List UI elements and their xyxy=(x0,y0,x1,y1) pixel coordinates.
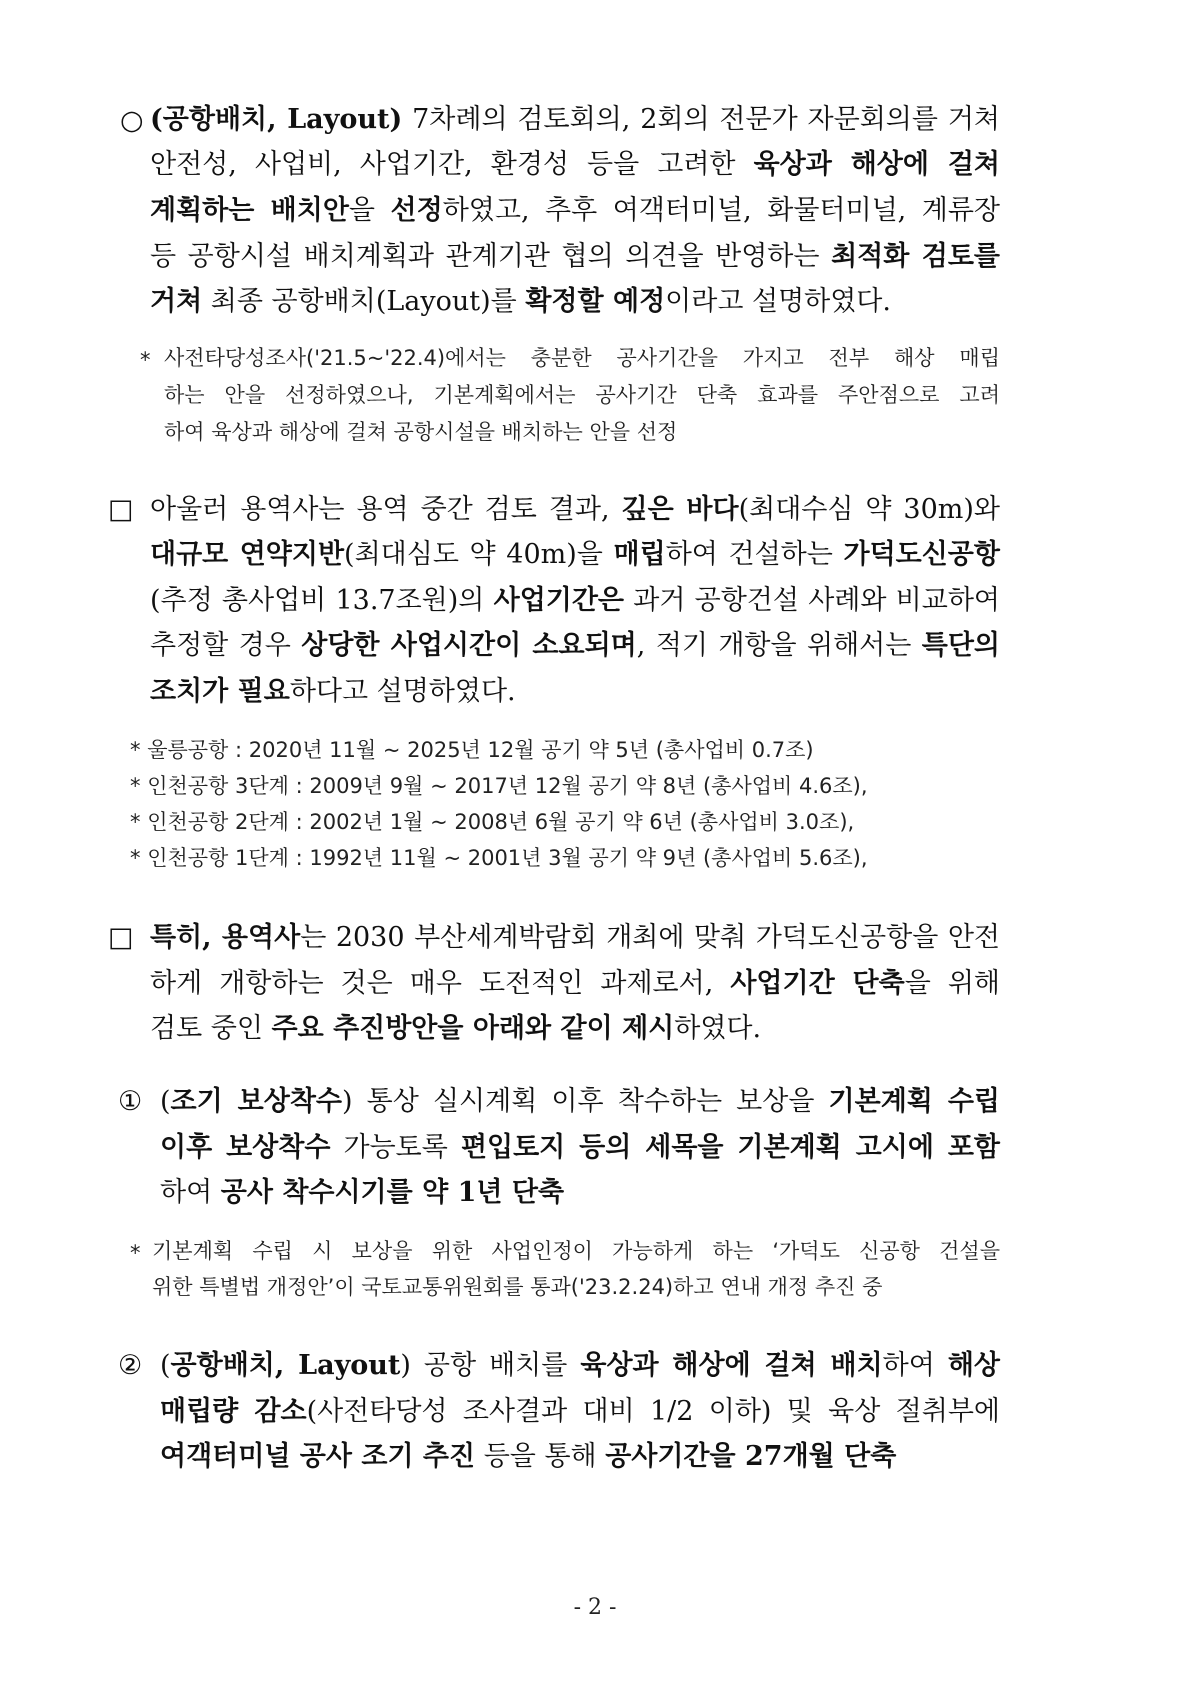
text-span: 인천공항 3단계 : 2009년 9월 ~ 2017년 12월 공기 약 8년 (총사업비 4.6조), xyxy=(147,774,868,798)
text-span: 을 xyxy=(348,195,391,226)
asterisk-bullet: * xyxy=(130,1241,141,1265)
text-span: 최종 공항배치(Layout)를 xyxy=(202,286,526,317)
text-span: 하였다. xyxy=(674,1013,762,1044)
bold-text: 이후 보상착수 xyxy=(160,1132,331,1163)
text-span: (최대심도 약 40m)을 xyxy=(344,539,614,570)
text-span: 인천공항 1단계 : 1992년 11월 ~ 2001년 3월 공기 약 9년 (총사업비 5.6조), xyxy=(147,846,868,870)
case-line xyxy=(130,735,814,766)
bold-text: 선정 xyxy=(390,195,443,226)
text-line xyxy=(160,1173,564,1213)
note-line xyxy=(152,1272,882,1303)
text-span: 인천공항 2단계 : 2002년 1월 ~ 2008년 6월 공기 약 6년 (총사업비 3.0조), xyxy=(147,810,855,834)
circled-one-bullet: ① xyxy=(118,1086,143,1117)
bold-text: 대규모 연약지반 xyxy=(150,539,345,570)
text-span: 아울러 용역사는 용역 중간 검토 결과, xyxy=(150,494,622,525)
note-line xyxy=(164,343,1000,374)
text-span: 검토 중인 xyxy=(150,1013,272,1044)
text-span: 는 2030 부산세계박람회 개최에 맞춰 가덕도신공항을 안전 xyxy=(300,922,1000,953)
text-line xyxy=(160,1128,1000,1168)
bold-text: 공사기간을 27개월 단축 xyxy=(605,1441,897,1472)
bold-text: 가덕도신공항 xyxy=(843,539,1000,570)
asterisk-bullet: * xyxy=(130,738,148,762)
text-span: 위한 특별법 개정안’이 국토교통위원회를 통과('23.2.24)하고 연내 개정 추진 중 xyxy=(152,1275,883,1299)
text-span: 등을 통해 xyxy=(475,1441,606,1472)
text-line xyxy=(150,490,1000,530)
text-span: 하다고 설명하였다. xyxy=(289,676,516,707)
text-span: 사전타당성조사('21.5~'22.4)에서는 충분한 공사기간을 가지고 전부 해상 매립 xyxy=(164,346,1000,370)
text-span: 이라고 설명하였다. xyxy=(665,286,891,317)
text-span: (사전타당성 조사결과 대비 1/2 이하) 및 육상 절취부에 xyxy=(306,1396,1000,1427)
bold-text: 특히, 용역사 xyxy=(150,922,301,953)
text-line xyxy=(150,100,1000,140)
text-span: ) 공항 배치를 xyxy=(400,1350,581,1381)
text-span: , 적기 개항을 위해서는 xyxy=(636,630,922,661)
asterisk-bullet: * xyxy=(140,348,151,372)
bold-text: 조치가 필요 xyxy=(150,676,290,707)
bold-text: 조기 보상착수 xyxy=(170,1086,342,1117)
text-span: 안전성, 사업비, 사업기간, 환경성 등을 고려한 xyxy=(150,149,754,180)
asterisk-bullet: * xyxy=(130,774,148,798)
square-bullet: □ xyxy=(108,922,134,953)
text-span: 하여 건설하는 xyxy=(665,539,844,570)
bold-text: 매립 xyxy=(613,539,666,570)
bold-text: 매립량 감소 xyxy=(160,1396,307,1427)
text-span: 가능토록 xyxy=(330,1132,461,1163)
text-span: 과거 공항건설 사례와 비교하여 xyxy=(624,585,1000,616)
text-span: 7차례의 검토회의, 2회의 전문가 자문회의를 거쳐 xyxy=(402,104,1000,135)
text-span: 하여 xyxy=(882,1350,948,1381)
text-line xyxy=(160,1392,1000,1432)
text-line xyxy=(150,918,1000,958)
text-span: 하여 육상과 해상에 걸쳐 공항시설을 배치하는 안을 선정 xyxy=(164,420,678,444)
bold-text: 사업기간은 xyxy=(493,585,625,616)
text-span: ) 통상 실시계획 이후 착수하는 보상을 xyxy=(342,1086,829,1117)
bold-text: 거쳐 xyxy=(150,286,203,317)
bold-text: 육상과 해상에 걸쳐 배치 xyxy=(580,1350,883,1381)
bold-text: 여객터미널 공사 조기 추진 xyxy=(160,1441,476,1472)
text-line xyxy=(150,145,1000,185)
note-line xyxy=(164,417,677,448)
bold-text: 편입토지 등의 세목을 기본계획 고시에 포함 xyxy=(460,1132,1000,1163)
text-span: (최대수심 약 30m)와 xyxy=(738,494,1000,525)
bold-text: 기본계획 수립 xyxy=(828,1086,1000,1117)
text-line xyxy=(150,535,1000,575)
case-line xyxy=(130,807,854,838)
text-line xyxy=(150,237,1000,277)
text-line xyxy=(150,672,516,712)
text-span: 하여 xyxy=(160,1177,221,1208)
text-line xyxy=(150,1009,761,1049)
note-line xyxy=(152,1236,1000,1267)
bold-text: 사업기간 단축 xyxy=(730,968,905,999)
text-span: (추정 총사업비 13.7조원)의 xyxy=(150,585,494,616)
case-line xyxy=(130,771,868,802)
circled-two-bullet: ② xyxy=(118,1350,143,1381)
text-span: 기본계획 수립 시 보상을 위한 사업인정이 가능하게 하는 ‘가덕도 신공항 건설을 xyxy=(152,1239,1000,1263)
bold-text: 최적화 검토를 xyxy=(831,241,1000,272)
text-span: 추정할 경우 xyxy=(150,630,302,661)
text-span: 을 위해 xyxy=(904,968,1000,999)
text-line xyxy=(160,1437,896,1477)
bold-text: 계획하는 배치안 xyxy=(150,195,349,226)
bold-text: 주요 추진방안을 아래와 같이 제시 xyxy=(271,1013,675,1044)
page-number: - 2 - xyxy=(573,1595,617,1620)
case-line xyxy=(130,843,868,874)
text-span: 울릉공항 : 2020년 11월 ~ 2025년 12월 공기 약 5년 (총사업비 0.7조) xyxy=(147,738,814,762)
bold-text: 확정할 예정 xyxy=(525,286,666,317)
text-span: ( xyxy=(160,1086,171,1117)
bold-text: 깊은 바다 xyxy=(621,494,739,525)
asterisk-bullet: * xyxy=(130,810,148,834)
bold-text: 육상과 해상에 걸쳐 xyxy=(753,149,1000,180)
bold-text: 공항배치, Layout xyxy=(170,1350,401,1381)
asterisk-bullet: * xyxy=(130,846,148,870)
bold-text: (공항배치, Layout) xyxy=(150,104,403,135)
text-line xyxy=(150,581,1000,621)
text-span: 하였고, 추후 여객터미널, 화물터미널, 계류장 xyxy=(442,195,1000,226)
text-line xyxy=(150,282,891,322)
bold-text: 상당한 사업시간이 소요되며 xyxy=(301,630,637,661)
square-bullet: □ xyxy=(108,494,134,525)
text-span: ( xyxy=(160,1350,171,1381)
bold-text: 해상 xyxy=(947,1350,1000,1381)
circle-bullet: ○ xyxy=(120,105,144,136)
text-line xyxy=(150,191,1000,231)
text-line xyxy=(160,1082,1000,1122)
text-span: 등 공항시설 배치계획과 관계기관 협의 의견을 반영하는 xyxy=(150,241,832,272)
text-span: 하게 개항하는 것은 매우 도전적인 과제로서, xyxy=(150,968,731,999)
note-line xyxy=(164,380,1000,411)
bold-text: 공사 착수시기를 약 1년 단축 xyxy=(220,1177,565,1208)
text-span: 하는 안을 선정하였으나, 기본계획에서는 공사기간 단축 효과를 주안점으로 고려 xyxy=(164,383,1000,407)
bold-text: 특단의 xyxy=(921,630,1000,661)
text-line xyxy=(150,626,1000,666)
text-line xyxy=(160,1346,1000,1386)
text-line xyxy=(150,964,1000,1004)
